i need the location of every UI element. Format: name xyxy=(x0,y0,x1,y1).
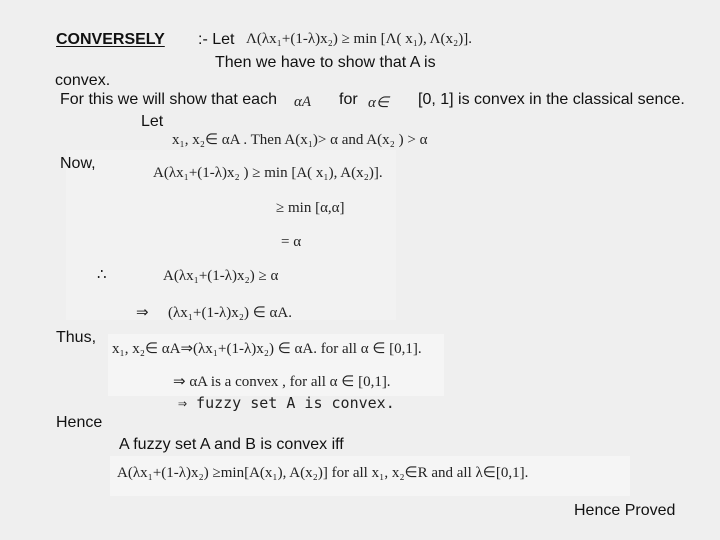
line-interval-text: [0, 1] is convex in the classical sence. xyxy=(418,91,685,108)
thus-formula-3: ⇒ fuzzy set A is convex. xyxy=(178,394,395,412)
let-word: Let xyxy=(141,113,164,130)
implies-symbol: ⇒ xyxy=(136,305,149,321)
heading-conversely: CONVERSELY xyxy=(56,31,165,48)
now-word: Now, xyxy=(60,155,96,172)
alpha-in-symbol: α∈ xyxy=(368,95,389,111)
line-for: for xyxy=(339,91,358,108)
line-each-text: For this we will show that each xyxy=(60,91,277,108)
now-formula-2: ≥ min [α,α] xyxy=(276,200,345,216)
now-formula-1: A(λx₁+(1-λ)x₂ ) ≥ min [A( x₁), A(x₂)]. xyxy=(153,165,383,181)
therefore-symbol: ∴ xyxy=(97,267,107,283)
let-formula: x₁, x₂∈ αA . Then A(x₁)> α and A(x₂ ) > α xyxy=(172,132,428,148)
implies-formula: (λx₁+(1-λ)x₂) ∈ αA. xyxy=(168,305,292,321)
thus-word: Thus, xyxy=(56,329,97,346)
therefore-formula: A(λx₁+(1-λ)x₂) ≥ α xyxy=(163,268,279,284)
intro-prefix: :- Let xyxy=(198,31,235,48)
thus-formula-2: ⇒ αA is a convex , for all α ∈ [0,1]. xyxy=(173,374,391,390)
hence-text: A fuzzy set A and B is convex iff xyxy=(119,436,344,453)
line-convex: convex. xyxy=(55,72,111,89)
alpha-a-symbol: αA xyxy=(290,94,315,111)
now-formula-3: = α xyxy=(281,234,302,250)
hence-proved-footer: Hence Proved xyxy=(574,502,676,519)
hence-word: Hence xyxy=(56,414,103,431)
line-show-convex: Then we have to show that A is xyxy=(215,54,436,71)
thus-formula-1: x₁, x₂∈ αA⇒(λx₁+(1-λ)x₂) ∈ αA. for all α ∈ [0,1]. xyxy=(112,341,422,357)
hence-formula: A(λx₁+(1-λ)x₂) ≥min[A(x₁), A(x₂)] for all x₁, x₂∈R and all λ∈[0,1]. xyxy=(117,465,529,481)
intro-formula: Λ(λx₁+(1-λ)x₂) ≥ min [Λ( x₁), Λ(x₂)]. xyxy=(246,31,472,47)
